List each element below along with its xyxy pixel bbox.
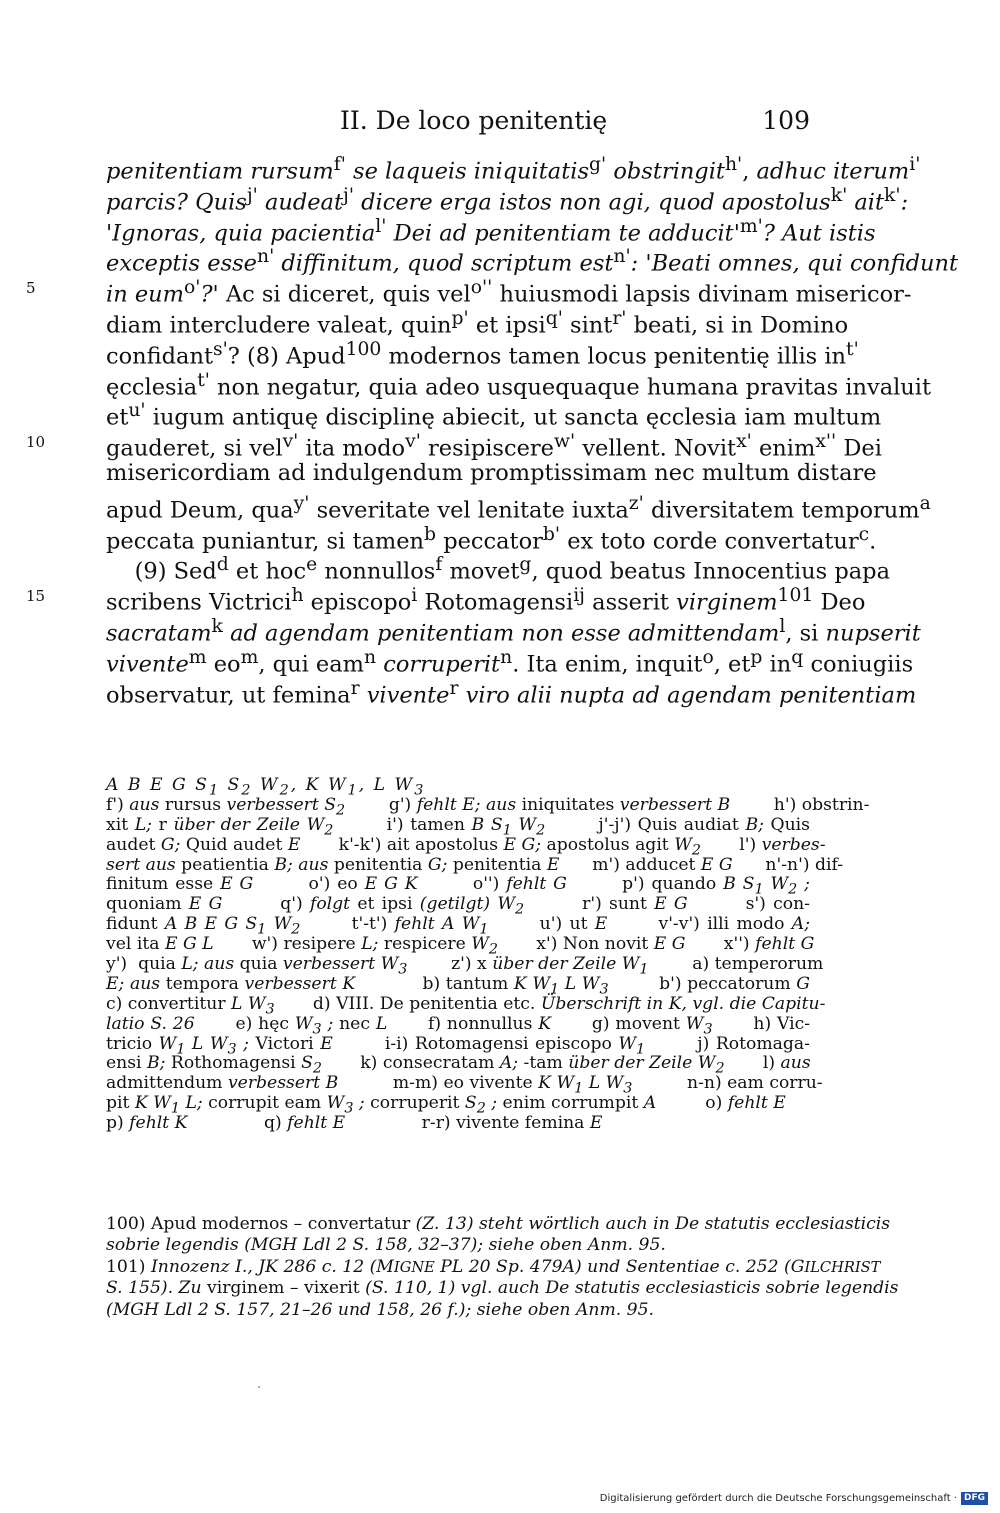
page-number: 109: [762, 106, 810, 135]
apparatus-line: f') aus rursus verbessert $S_2$ g') fehlt E; aus iniquitates verbessert B h') obstrin-: [106, 794, 870, 819]
apparatus-line: xit L; r über der Zeile $W_2$ i') tamen B $S_1$ $W_2$ j'-j') Quis audiat B; Quis: [106, 814, 810, 839]
footnote-line: S. 155). Zu virginem – vixerit (S. 110, 1) vgl. auch De statutis ecclesiasticis sobrie legendis: [106, 1278, 899, 1299]
scan-speck: [258, 1386, 260, 1388]
apparatus-line: quoniam E G q') folgt et ipsi (getilgt) $W_2$ r') sunt E G s') con-: [106, 894, 810, 918]
apparatus-line: vel ita E G L w') resipere L; respicere $W_2$ x') Non novit E G x'') fehlt G: [106, 934, 815, 958]
critical-apparatus: [106, 775, 870, 1134]
apparatus-entries: [106, 794, 870, 1134]
apparatus-line: finitum esse E G o') eo E G K o'') fehlt G p') quando B $S_1$ $W_2$ ;: [106, 874, 810, 898]
line-number: 5: [26, 279, 36, 298]
footnote-line: 100) Apud modernos – convertatur (Z. 13) steht wörtlich auch in De statutis ecclesiasticis: [106, 1214, 891, 1234]
footnote-line: (MGH Ldl 2 S. 157, 21–26 und 158, 26 f.); siehe oben Anm. 95.: [106, 1299, 655, 1320]
text-line: confidant$^{s'}$? (8) Apud$^{100}$ modernos tamen locus penitentię illis $in^{t'}$: [106, 338, 859, 370]
line-number: 10: [26, 433, 46, 452]
apparatus-line: latio S. 26 e) hęc $W_3$ ; nec L f) nonnullus K g) movent $W_3$ h) Vic-: [106, 1013, 811, 1038]
text-line: scribens Victrici$^h$ episcopo$^i$ Rotomagensi$^{ij}$ asserit virginem$^{101}$ Deo 15: [106, 581, 810, 612]
text-line: in eum$^{o'}$?' Ac si diceret, quis vel$^{o''}$ huiusmodi lapsis divinam misericor- 5: [106, 273, 810, 304]
text-line: gauderet, si vel$^{v'}$ ita modo$^{v'}$ resipiscere$^{w'}$ vellent. Novit$^{x'}$ enim$^{x''}$ Dei 10: [106, 427, 810, 458]
text-line: sacratam$^k$ ad agendam penitentiam non esse admittendam$^l$, si nupserit: [106, 615, 921, 647]
text-line: apud Deum, qua$^{y'}$ severitate vel lenitate iuxta$^{z'}$ diversitatem temporum$^a$: [106, 492, 931, 524]
text-line: diam intercludere valeat, quin$^{p'}$ et ipsi$^{q'}$ sint$^{r'}$ beati, si in Domino: [106, 307, 849, 339]
footnote-line: sobrie legendis (MGH Ldl 2 S. 158, 32–37); siehe oben Anm. 95.: [106, 1235, 666, 1256]
footnote-line: 101) Innozenz I., JK 286 c. 12 (MIGNE PL 20 Sp. 479A) und Sententiae c. 252 (GILCHRIST: [106, 1256, 881, 1277]
apparatus-line: admittendum verbessert B m-m) eo vivente K $W_1$ L $W_3$ n-n) eam corru-: [106, 1073, 823, 1097]
main-text: [26, 150, 959, 709]
apparatus-line: ensi B; Rothomagensi $S_2$ k) consecratam A; -tam über der Zeile $W_2$ l) aus: [106, 1053, 811, 1077]
text-line: misericordiam ad indulgendum promptissimam nec multum distare: [106, 459, 877, 486]
line-number: 15: [26, 587, 46, 606]
apparatus-line: c) convertitur L $W_3$ d) VIII. De penitentia etc. Überschrift in K, vgl. die Capitu-: [106, 993, 826, 1018]
apparatus-sigla: A B E G $S_1$ $S_2$ $W_2$, K $W_1$, L $W_3$: [106, 775, 426, 799]
text-line: 'Ignoras, quia pacientia$^{l'}$ Dei ad penitentiam te $adducit'^{m'}$? Aut istis: [106, 215, 876, 247]
text-line: peccata puniantur, si tamen$^b$ peccator$^{b'}$ ex toto corde convertatur$^c$.: [106, 523, 877, 555]
text-line: observatur, ut femina$^r$ vivente$^r$ viro alii nupta ad agendam penitentiam: [106, 677, 917, 709]
text-line: ęcclesia$^{t'}$ non negatur, quia adeo usquequaque humana pravitas invaluit: [106, 369, 932, 401]
running-title: II. De loco penitentię: [340, 106, 608, 135]
apparatus-line: audet G; Quid audet E k'-k') ait apostolus E G; apostolus agit $W_2$ l') verbes-: [106, 834, 826, 859]
text-line: $et^{u'}$ iugum antiquę disciplinę abiecit, ut sancta ęcclesia iam multum: [106, 400, 882, 431]
text-line: parcis? Quis$^{j'}$ audeat$^{j'}$ dicere erga istos non agi, quod apostolus$^{k'}$ ait$^{k'}$:: [106, 184, 909, 216]
apparatus-line: pit K $W_1$ L; corrupit eam $W_3$ ; corruperit $S_2$ ; enim corrumpit A o) fehlt E: [106, 1093, 786, 1117]
text-line: exceptis esse$^{n'}$ diffinitum, quod scriptum est$^{n'}$: 'Beati omnes, qui confidunt: [106, 246, 959, 277]
apparatus-line: p) fehlt K q) fehlt E r-r) vivente femina E: [106, 1113, 603, 1134]
footnotes: [106, 1214, 899, 1321]
apparatus-line: E; aus tempora verbessert K b) tantum K $W_1$ L $W_3$ b') peccatorum G: [106, 973, 810, 998]
dfg-banner: [600, 1491, 988, 1507]
dfg-banner-text: Digitalisierung gefördert durch die Deutsche Forschungsgemeinschaft ·: [599, 1493, 957, 1504]
apparatus-line: y') quia L; aus quia verbessert $W_3$ z') x über der Zeile $W_1$ a) temperorum: [106, 954, 824, 978]
text-line: penitentiam rursum$^{f'}$ se laqueis iniquitatis$^{g'}$ obstringit$^{h'}$, adhuc iterum$^{i'}$: [106, 154, 921, 185]
apparatus-line: tricio $W_1$ L $W_3$ ; Victori E i-i) Rotomagensi episcopo $W_1$ j) Rotomaga-: [106, 1033, 810, 1058]
text-line: vivente$^m$ $eo^m$, qui eam$^n$ corruperit$^n$. Ita enim, inquit$^o$, $et^p$ $in^q$ coniugiis: [106, 646, 914, 678]
apparatus-line: fidunt A B E G $S_1$ $W_2$ t'-t') fehlt A $W_1$ u') ut E v'-v') illi modo A;: [106, 914, 810, 938]
dfg-logo-icon: DFG: [961, 1492, 988, 1505]
text-line: (9) Sed$^d$ et hoc$^e$ nonnullos$^f$ movet$^g$, quod beatus Innocentius papa: [106, 554, 890, 585]
apparatus-line: sert aus peatientia B; aus penitentia G; penitentia E m') adducet E G n'-n') dif-: [106, 854, 844, 875]
